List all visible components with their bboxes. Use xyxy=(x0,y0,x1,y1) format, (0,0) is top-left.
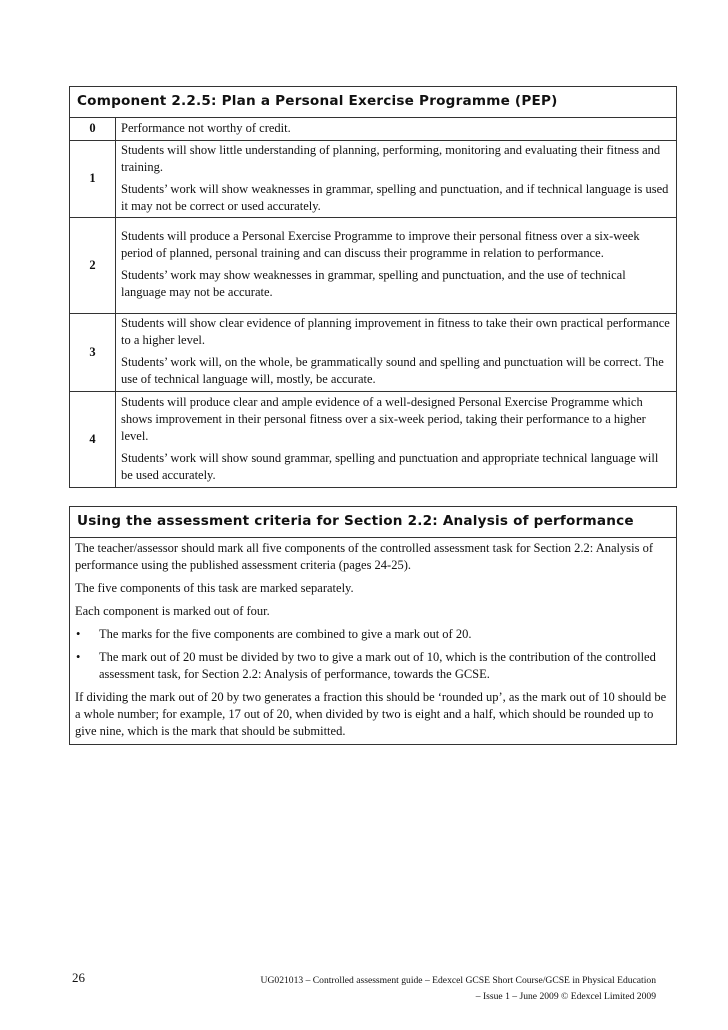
criteria-body xyxy=(70,538,676,744)
descriptor-text: Students’ work will show weaknesses in grammar, spelling and punctuation, and if technical language is used it may not be correct or used accurately. xyxy=(121,181,669,213)
table-row xyxy=(70,217,676,313)
descriptor-text: Students’ work will, on the whole, be grammatically sound and spelling and punctuation will be correct. The use of technical language will, mostly, be accurate. xyxy=(121,355,664,386)
descriptor-text: Students will produce a Personal Exercise Programme to improve their personal fitness over a six-week period of planned, personal training and can discuss their programme in relation to performance. xyxy=(121,229,640,260)
descriptor-cell xyxy=(116,217,677,313)
assessment-criteria-box xyxy=(69,506,677,745)
descriptor-text: Students’ work will show sound grammar, spelling and punctuation and appropriate technical language will be used accurately. xyxy=(121,450,659,482)
component-box xyxy=(69,86,677,488)
list-item xyxy=(75,626,670,643)
descriptor-cell xyxy=(116,118,677,140)
descriptor-cell xyxy=(116,391,677,487)
mark-cell: 3 xyxy=(70,313,116,391)
mark-cell: 2 xyxy=(70,217,116,313)
footer-line-2: – Issue 1 – June 2009 © Edexcel Limited 2009 xyxy=(475,991,656,1002)
bullet-icon: • xyxy=(76,627,81,641)
table-row xyxy=(70,118,676,140)
list-item xyxy=(75,649,670,683)
criteria-title: Using the assessment criteria for Section 2.2: Analysis of performance xyxy=(70,507,676,538)
criteria-paragraph: If dividing the mark out of 20 by two generates a fraction this should be ‘rounded up’, as the mark out of 10 should be a whole number; for example, 17 out of 20, when divided by two is eight and a half, which should be rounded up to give nine, which is the mark that should be submitted. xyxy=(75,690,667,738)
criteria-paragraph: The five components of this task are marked separately. xyxy=(75,581,354,595)
descriptor-cell xyxy=(116,140,677,217)
mark-scheme-table xyxy=(70,118,676,487)
mark-cell: 4 xyxy=(70,391,116,487)
descriptor-text: Students will produce clear and ample evidence of a well-designed Personal Exercise Programme which shows improvement in their personal fitness over a six-week period, taking their performance to a higher level. xyxy=(121,394,646,443)
descriptor-text: Students will show clear evidence of planning improvement in fitness to take their own practical performance to a higher level. xyxy=(121,316,670,347)
table-row xyxy=(70,140,676,217)
footer-text xyxy=(236,973,656,1005)
footer-line-1: UG021013 – Controlled assessment guide – Edexcel GCSE Short Course/GCSE in Physical Education xyxy=(260,975,656,986)
descriptor-text: Performance not worthy of credit. xyxy=(121,120,291,135)
component-title: Component 2.2.5: Plan a Personal Exercise Programme (PEP) xyxy=(70,87,676,118)
mark-cell: 1 xyxy=(70,140,116,217)
mark-cell: 0 xyxy=(70,118,116,140)
table-row xyxy=(70,391,676,487)
descriptor-text: Students will show little understanding of planning, performing, monitoring and evaluating their fitness and training. xyxy=(121,142,661,174)
page-number: 26 xyxy=(72,970,85,985)
descriptor-cell xyxy=(116,313,677,391)
table-row xyxy=(70,313,676,391)
bullet-text: The marks for the five components are combined to give a mark out of 20. xyxy=(99,627,472,641)
bullet-text: The mark out of 20 must be divided by two to give a mark out of 10, which is the contribution of the controlled assessment task, for Section 2.2: Analysis of performance, towards the GCSE. xyxy=(99,650,656,681)
criteria-paragraph: Each component is marked out of four. xyxy=(75,604,270,618)
bullet-icon: • xyxy=(76,650,81,664)
criteria-paragraph: The teacher/assessor should mark all five components of the controlled assessment task for Section 2.2: Analysis of performance using the published assessment criteria (pages 24-25). xyxy=(75,541,653,572)
descriptor-text: Students’ work may show weaknesses in grammar, spelling and punctuation, and the use of technical language may not be accurate. xyxy=(121,268,626,299)
